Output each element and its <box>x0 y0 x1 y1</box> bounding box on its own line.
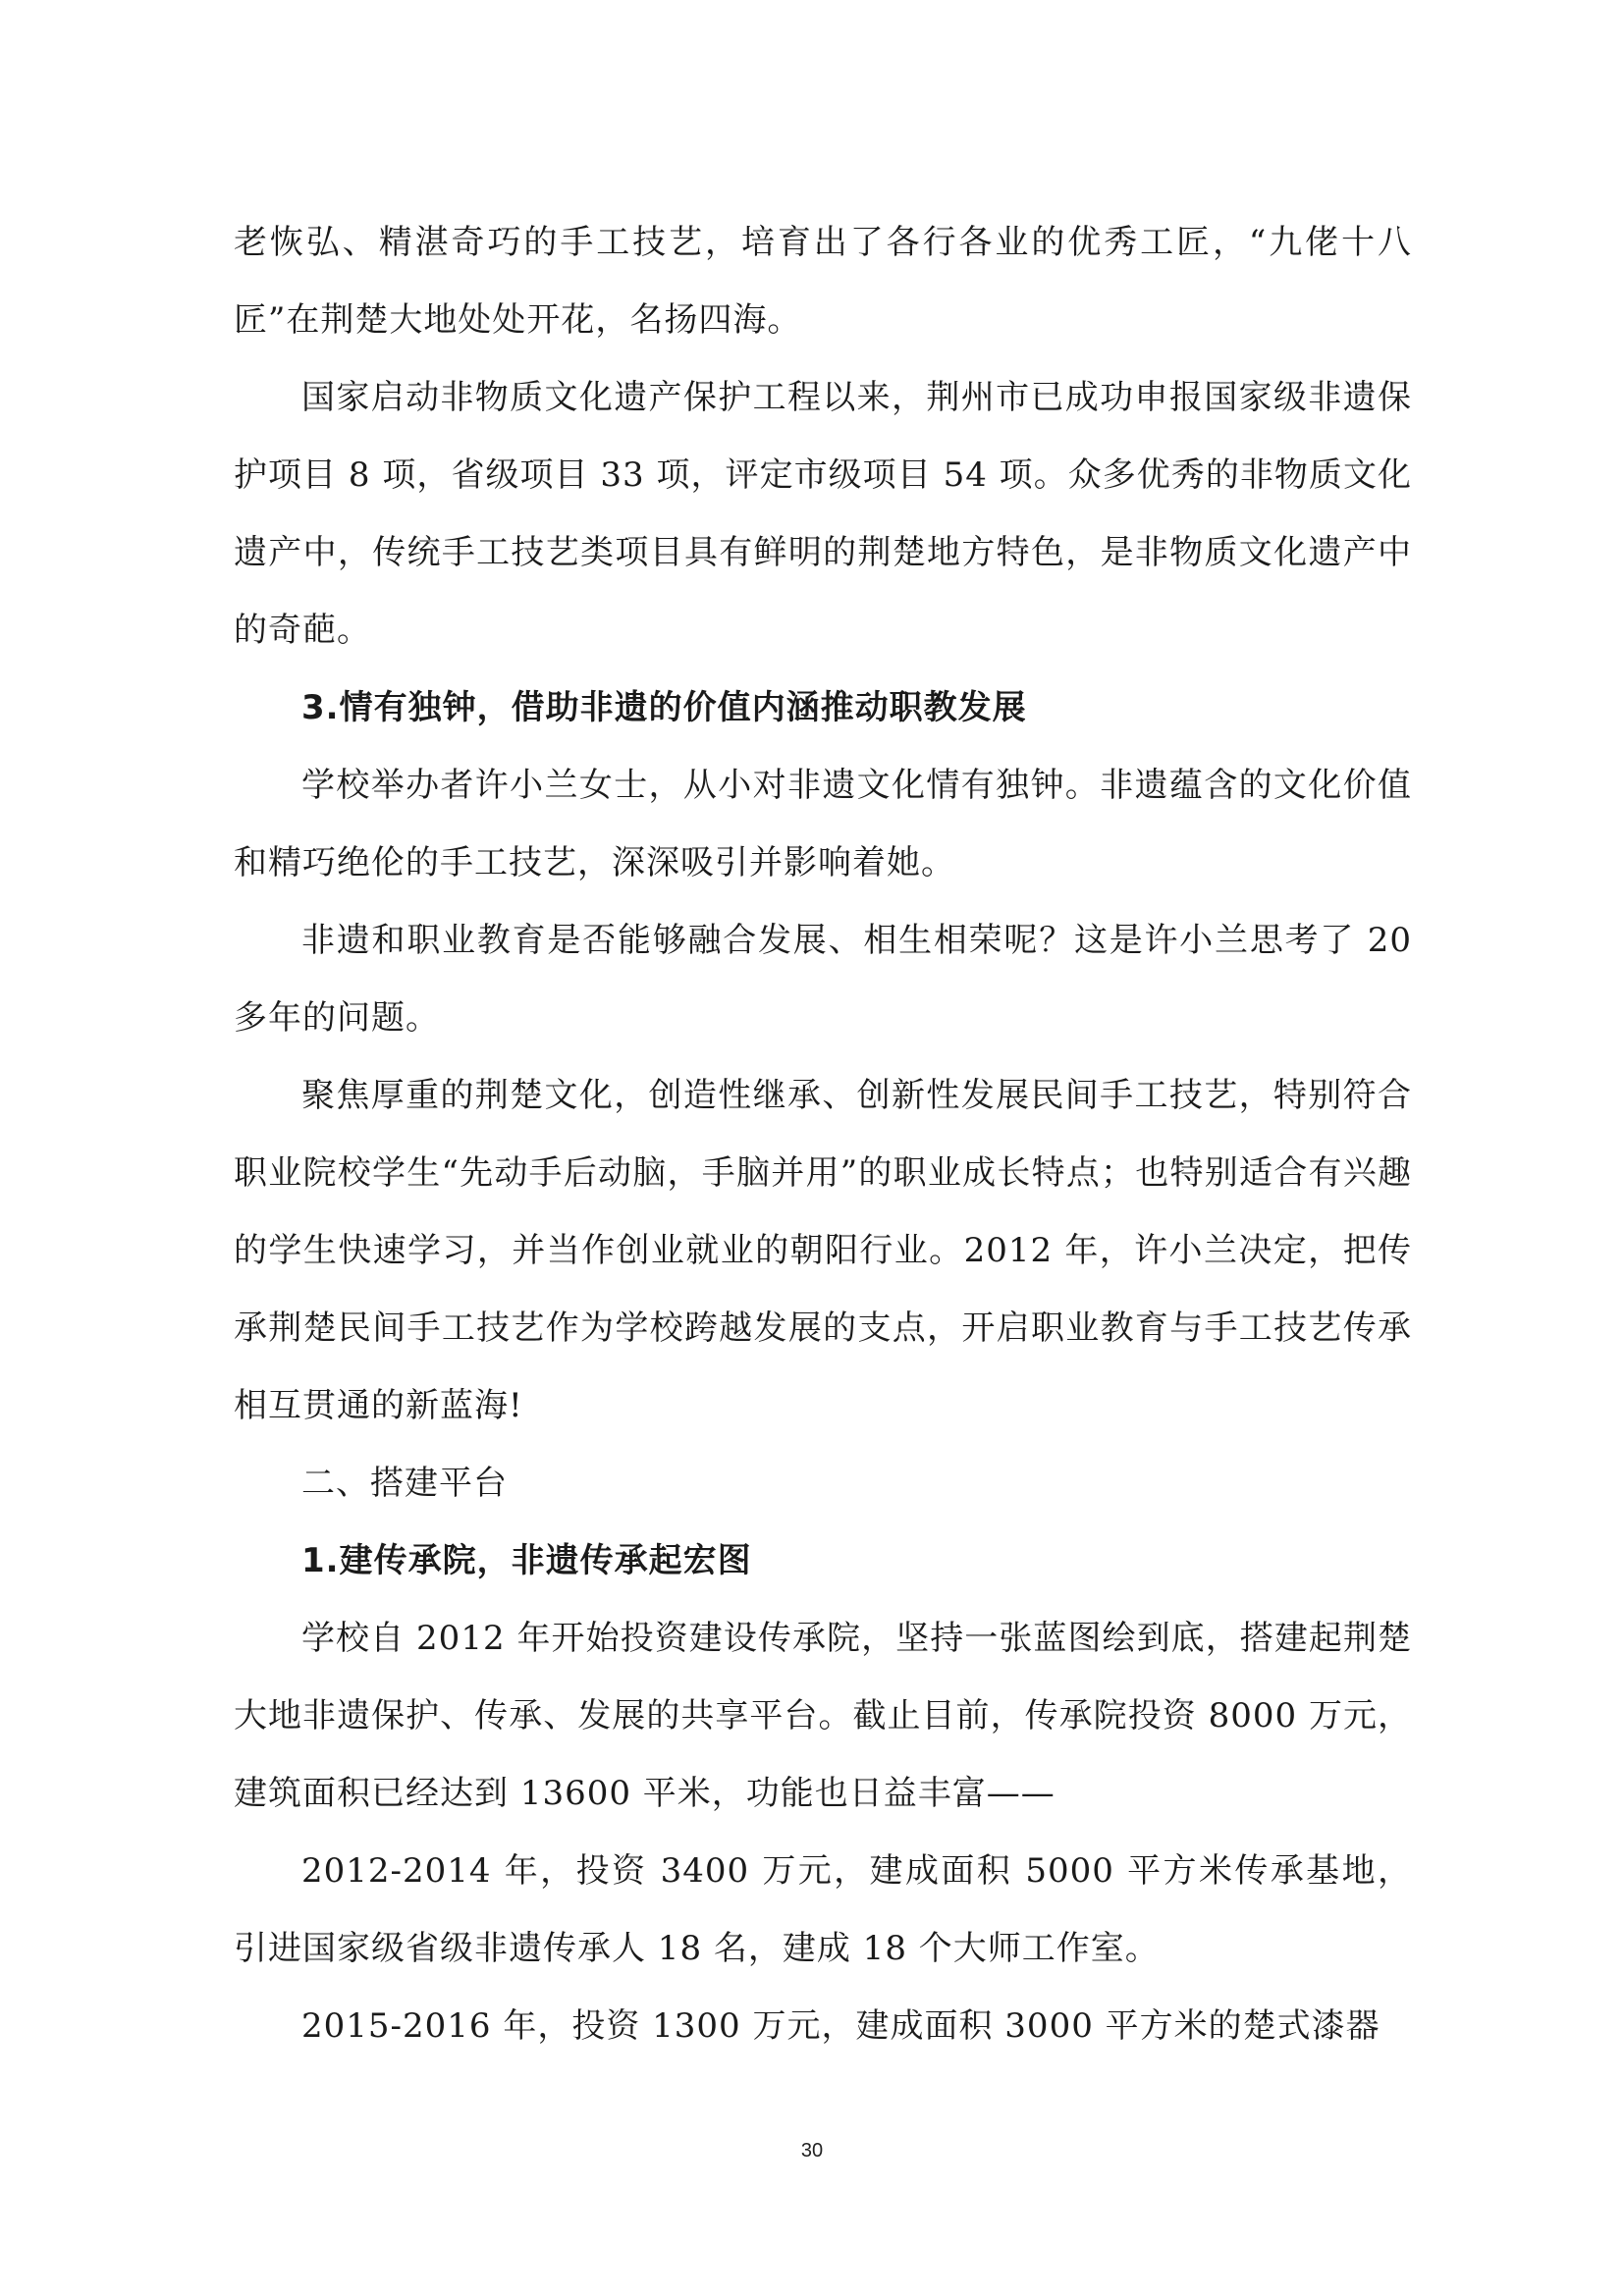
paragraph-phase-2012-2014: 2012-2014 年，投资 3400 万元，建成面积 5000 平方米传承基地，引进国家级省级非遗传承人 18 名，建成 18 个大师工作室。 <box>234 1851 1412 1968</box>
section-title-platform: 二、搭建平台 <box>301 1464 508 1503</box>
section-heading-3: 3.情有独钟，借助非遗的价值内涵推动职教发展 <box>301 688 1027 727</box>
paragraph-decision: 聚焦厚重的荆楚文化，创造性继承、创新性发展民间手工技艺，特别符合职业院校学生“先动手后动脑，手脑并用”的职业成长特点；也特别适合有兴趣的学生快速学习，并当作创业就业的朝阳行业。2012 年，许小兰决定，把传承荆楚民间手工技艺作为学校跨越发展的支点，开启职业教育与手工技艺传承相互贯通的新蓝海! <box>234 1076 1412 1425</box>
document-body <box>234 204 1412 2065</box>
paragraph-question: 非遗和职业教育是否能够融合发展、相生相荣呢？这是许小兰思考了 20 多年的问题。 <box>234 921 1412 1038</box>
page-number: 30 <box>800 2140 824 2162</box>
paragraph-heritage-projects: 国家启动非物质文化遗产保护工程以来，荆州市已成功申报国家级非遗保护项目 8 项，省级项目 33 项，评定市级项目 54 项。众多优秀的非物质文化遗产中，传统手工技艺类项目具有鲜明的荆楚地方特色，是非物质文化遗产中的奇葩。 <box>234 378 1412 650</box>
paragraph-founder: 学校举办者许小兰女士，从小对非遗文化情有独钟。非遗蕴含的文化价值和精巧绝伦的手工技艺，深深吸引并影响着她。 <box>234 766 1412 882</box>
paragraph-investment: 学校自 2012 年开始投资建设传承院，坚持一张蓝图绘到底，搭建起荆楚大地非遗保护、传承、发展的共享平台。截止目前，传承院投资 8000 万元，建筑面积已经达到 13600 平米，功能也日益丰富—— <box>234 1619 1412 1813</box>
paragraph-craft-heritage: 老恢弘、精湛奇巧的手工技艺，培育出了各行各业的优秀工匠，“九佬十八匠”在荆楚大地处处开花，名扬四海。 <box>234 223 1412 340</box>
section-heading-1: 1.建传承院，非遗传承起宏图 <box>301 1541 752 1580</box>
paragraph-phase-2015-2016: 2015-2016 年，投资 1300 万元，建成面积 3000 平方米的楚式漆器 <box>301 2006 1380 2046</box>
